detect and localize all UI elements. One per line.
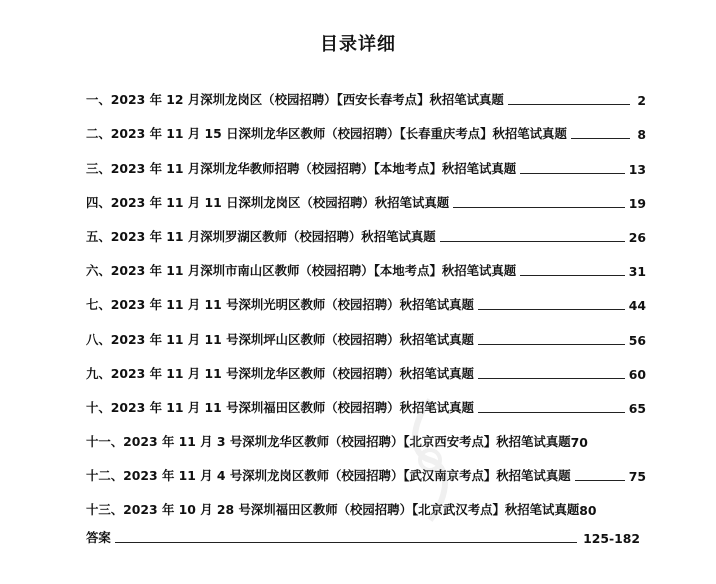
toc-answer-entry[interactable]	[86, 528, 640, 546]
toc-entry-title: 十二、2023 年 11 月 4 号深圳龙岗区教师（校园招聘）【武汉南京考点】秋招笔试真题	[86, 468, 571, 484]
toc-leader-line	[571, 138, 630, 139]
toc-leader-line	[478, 412, 625, 413]
toc-entry-page: 56	[628, 332, 646, 348]
toc-leader-line	[478, 378, 625, 379]
table-of-contents	[86, 74, 646, 518]
toc-leader-line	[115, 542, 577, 543]
toc-leader-line	[478, 344, 625, 345]
toc-leader-line	[575, 480, 625, 481]
toc-entry[interactable]	[86, 450, 646, 484]
toc-entry-page: 26	[628, 229, 646, 245]
toc-entry-title: 四、2023 年 11 月 11 日深圳龙岗区（校园招聘）秋招笔试真题	[86, 194, 450, 210]
toc-entry-page: 60	[628, 366, 646, 382]
toc-entry[interactable]	[86, 177, 646, 211]
toc-entry-page: 2	[637, 93, 646, 109]
toc-leader-line	[520, 275, 625, 276]
toc-entry-title: 十三、2023 年 10 月 28 号深圳福田区教师（校园招聘）【北京武汉考点】秋招笔试真题	[86, 502, 580, 518]
toc-entry-page: 80	[579, 503, 597, 519]
toc-entry[interactable]	[86, 279, 646, 313]
toc-entry-title: 三、2023 年 11 月深圳龙华教师招聘（校园招聘）【本地考点】秋招笔试真题	[86, 160, 517, 176]
toc-entry-page: 13	[628, 161, 646, 177]
toc-leader-line	[508, 104, 630, 105]
toc-entry-page: 8	[637, 127, 646, 143]
page-title: 目录详细	[320, 34, 396, 55]
toc-entry-title: 五、2023 年 11 月深圳罗湖区教师（校园招聘）秋招笔试真题	[86, 228, 436, 244]
toc-entry[interactable]	[86, 211, 646, 245]
toc-entry-page: 65	[628, 400, 646, 416]
toc-entry[interactable]	[86, 416, 646, 450]
toc-entry[interactable]	[86, 74, 646, 108]
toc-entry-title: 二、2023 年 11 月 15 日深圳龙华区教师（校园招聘）【长春重庆考点】秋招笔试真题	[86, 126, 567, 142]
toc-entry[interactable]	[86, 484, 646, 518]
toc-leader-line	[453, 207, 625, 208]
toc-entry[interactable]	[86, 313, 646, 347]
toc-leader-line	[478, 309, 625, 310]
toc-entry-title: 一、2023 年 12 月深圳龙岗区（校园招聘）【西安长春考点】秋招笔试真题	[86, 92, 504, 108]
toc-entry[interactable]	[86, 382, 646, 416]
toc-entry[interactable]	[86, 142, 646, 176]
toc-entry[interactable]	[86, 348, 646, 382]
toc-entry-page: 44	[628, 298, 646, 314]
toc-entry-title: 十、2023 年 11 月 11 号深圳福田区教师（校园招聘）秋招笔试真题	[86, 399, 474, 415]
toc-entry[interactable]	[86, 108, 646, 142]
toc-entry-title: 八、2023 年 11 月 11 号深圳坪山区教师（校园招聘）秋招笔试真题	[86, 331, 474, 347]
watermark-logo	[400, 395, 460, 525]
toc-entry-title: 七、2023 年 11 月 11 号深圳光明区教师（校园招聘）秋招笔试真题	[86, 297, 474, 313]
toc-entry-title: 十一、2023 年 11 月 3 号深圳龙华区教师（校园招聘）【北京西安考点】秋招笔试真题	[86, 434, 571, 450]
toc-leader-line	[520, 173, 625, 174]
toc-entry-title: 九、2023 年 11 月 11 号深圳龙华区教师（校园招聘）秋招笔试真题	[86, 365, 474, 381]
toc-entry-page: 75	[628, 469, 646, 485]
toc-leader-line	[440, 241, 625, 242]
answer-label: 答案	[86, 530, 111, 545]
toc-entry[interactable]	[86, 245, 646, 279]
toc-entry-title: 六、2023 年 11 月深圳市南山区教师（校园招聘）【本地考点】秋招笔试真题	[86, 263, 517, 279]
toc-entry-page: 19	[628, 195, 646, 211]
toc-entry-page: 31	[628, 264, 646, 280]
answer-page-range: 125-182	[583, 531, 640, 546]
toc-entry-page: 70	[570, 435, 588, 451]
